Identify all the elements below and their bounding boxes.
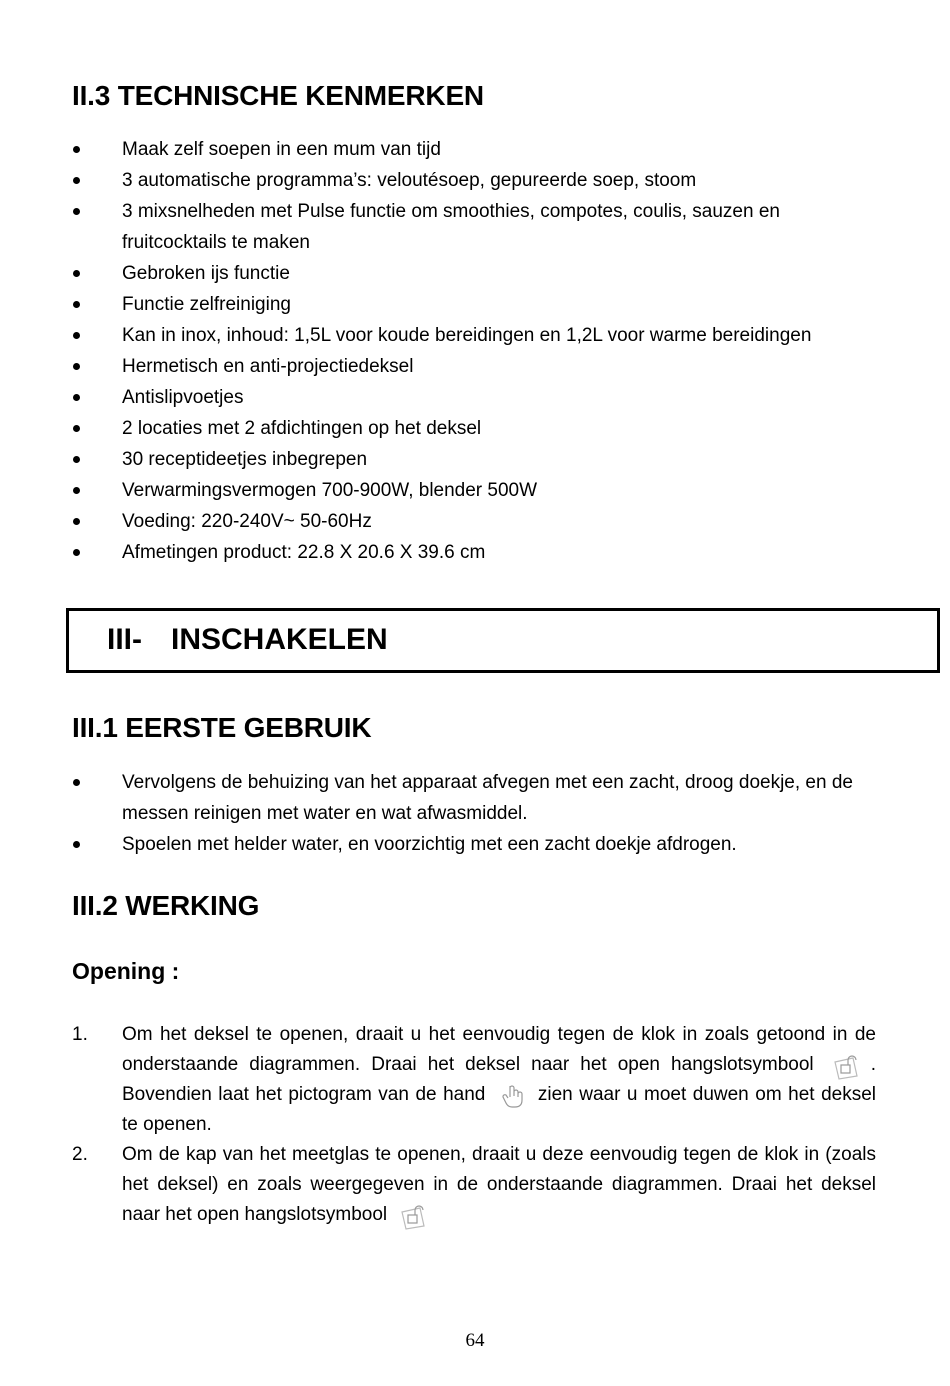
bullet-icon	[73, 425, 80, 432]
section-title-technische-kenmerken: II.3 TECHNISCHE KENMERKEN	[72, 80, 484, 111]
list-item: 2. Om de kap van het meetglas te openen, draait u deze eenvoudig tegen de klok in (zoals het deksel) en zoals weergegeven in de onderstaande diagrammen. Draai het deksel naar het open hangslotsymbool	[0, 1140, 950, 1230]
bullet-icon	[73, 146, 80, 153]
section-title-eerste-gebruik: III.1 EERSTE GEBRUIK	[72, 712, 372, 743]
first-use-list	[0, 767, 950, 860]
open-padlock-icon	[831, 1050, 865, 1080]
bullet-icon	[73, 549, 80, 556]
subheading-opening: Opening :	[72, 958, 180, 984]
bullet-icon	[73, 301, 80, 308]
technical-features-list	[0, 134, 950, 568]
bullet-icon	[73, 363, 80, 370]
chapter-number: III-	[107, 623, 142, 656]
list-item: 3 automatische programma’s: veloutésoep, gepureerde soep, stoom	[0, 165, 950, 196]
bullet-icon	[73, 487, 80, 494]
list-item: Maak zelf soepen in een mum van tijd	[0, 134, 950, 165]
page-number: 64	[465, 1330, 485, 1351]
bullet-icon	[73, 208, 80, 215]
list-item: 30 receptideetjes inbegrepen	[0, 444, 950, 475]
list-item: Gebroken ijs functie	[0, 258, 950, 289]
list-item: Hermetisch en anti-projectiedeksel	[0, 351, 950, 382]
list-item: Verwarmingsvermogen 700-900W, blender 500W	[0, 475, 950, 506]
bullet-icon	[73, 394, 80, 401]
chapter-title: INSCHAKELEN	[171, 623, 388, 656]
bullet-icon	[73, 841, 80, 848]
list-item: Vervolgens de behuizing van het apparaat afvegen met een zacht, droog doekje, en de messen reinigen met water en wat afwasmiddel.	[0, 767, 950, 829]
chapter-heading-box	[66, 608, 940, 673]
step-number: 1.	[72, 1024, 88, 1045]
bullet-icon	[73, 518, 80, 525]
list-item: Kan in inox, inhoud: 1,5L voor koude bereidingen en 1,2L voor warme bereidingen	[0, 320, 950, 351]
bullet-icon	[73, 270, 80, 277]
list-item: Afmetingen product: 22.8 X 20.6 X 39.6 cm	[0, 537, 950, 568]
bullet-icon	[73, 456, 80, 463]
opening-steps-list	[0, 1020, 950, 1230]
open-padlock-icon	[398, 1200, 432, 1230]
list-item: 2 locaties met 2 afdichtingen op het deksel	[0, 413, 950, 444]
list-item: Spoelen met helder water, en voorzichtig met een zacht doekje afdrogen.	[0, 829, 950, 860]
bullet-icon	[73, 332, 80, 339]
bullet-icon	[73, 177, 80, 184]
list-item: 1. Om het deksel te openen, draait u het eenvoudig tegen de klok in zoals getoond in de onderstaande diagrammen. Draai het deksel naar het open hangslotsymbool . Bovendien laat het pictogram van de hand zien waar u moet duwen om het deksel te openen.	[0, 1020, 950, 1140]
section-title-werking: III.2 WERKING	[72, 890, 260, 921]
list-item: Voeding: 220-240V~ 50-60Hz	[0, 506, 950, 537]
list-item: Functie zelfreiniging	[0, 289, 950, 320]
hand-pointer-icon	[498, 1080, 532, 1110]
list-item: Antislipvoetjes	[0, 382, 950, 413]
bullet-icon	[73, 779, 80, 786]
list-item: 3 mixsnelheden met Pulse functie om smoothies, compotes, coulis, sauzen en fruitcocktails te maken	[0, 196, 950, 258]
step-number: 2.	[72, 1144, 88, 1166]
